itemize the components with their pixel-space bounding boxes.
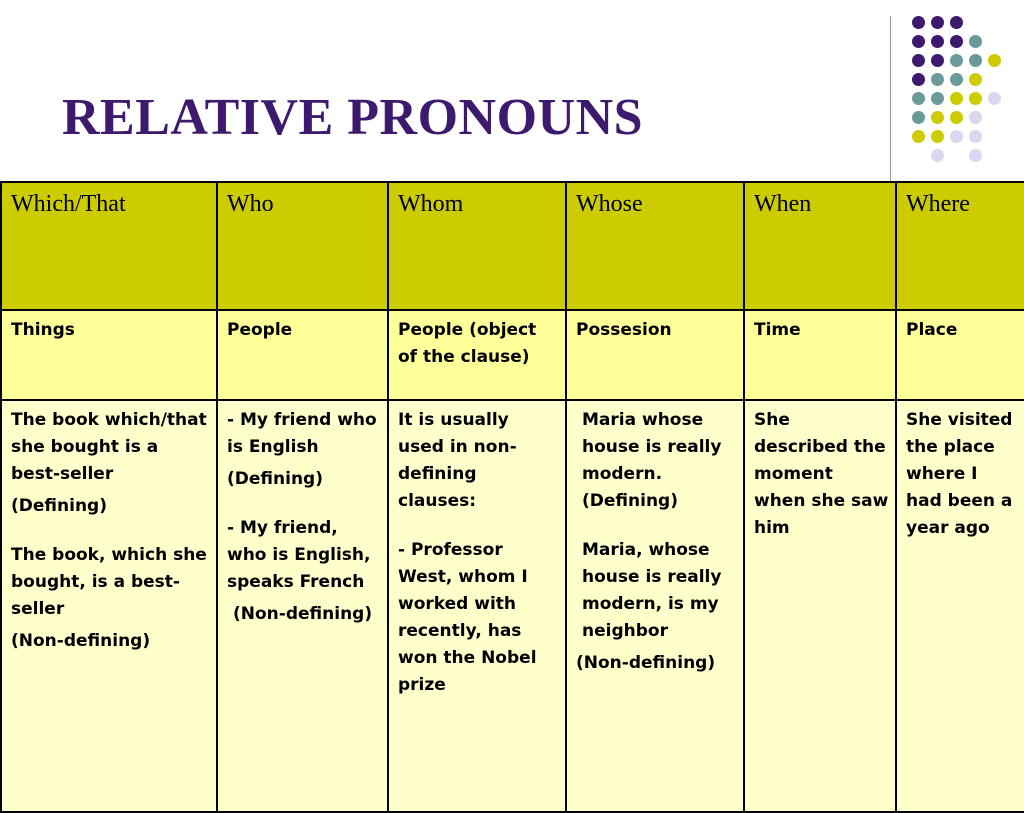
header-row [1, 182, 1024, 310]
example-type: (Non-defining) [576, 653, 716, 673]
dot [912, 35, 925, 48]
header-cell-when: When [744, 182, 896, 310]
dot [950, 54, 963, 67]
example-text: - My friend, who is English, speaks French [227, 518, 371, 592]
dot [950, 92, 963, 105]
header-cell-who: Who [217, 182, 388, 310]
dot [912, 16, 925, 29]
dot [950, 111, 963, 124]
category-cell-people: People [217, 310, 388, 400]
example-row [1, 400, 1024, 812]
category-cell-possession: Possesion [566, 310, 744, 400]
dot [969, 92, 982, 105]
dot [950, 16, 963, 29]
dot [931, 35, 944, 48]
dot [988, 54, 1001, 67]
category-cell-people-object: People (object of the clause) [388, 310, 566, 400]
example-text: - My friend who is English [227, 410, 377, 457]
example-text: - Professor West, whom I worked with recently, has won the Nobel prize [398, 540, 537, 695]
dot [931, 54, 944, 67]
example-type: (Non-defining) [233, 604, 373, 624]
category-cell-things: Things [1, 310, 217, 400]
dot [969, 73, 982, 86]
example-type: (Defining) [11, 496, 107, 516]
dot [969, 35, 982, 48]
dot [969, 111, 982, 124]
dot [931, 130, 944, 143]
dot [969, 130, 982, 143]
header-cell-which-that: Which/That [1, 182, 217, 310]
example-text: Maria, whose house is really modern, is my neighbor [582, 540, 722, 641]
example-text: The book, which she bought, is a best-seller [11, 545, 207, 619]
dot [912, 73, 925, 86]
dot [931, 16, 944, 29]
category-cell-time: Time [744, 310, 896, 400]
example-text: Maria whose house is really modern. (Defining) [582, 410, 722, 511]
header-cell-whom: Whom [388, 182, 566, 310]
example-cell-which-that [1, 400, 217, 812]
example-cell-whom [388, 400, 566, 812]
dot [912, 111, 925, 124]
example-text: She described the moment when she saw him [754, 410, 889, 538]
dot [931, 92, 944, 105]
example-cell-whose [566, 400, 744, 812]
relative-pronouns-table [0, 181, 1024, 813]
dot [931, 111, 944, 124]
example-cell-when [744, 400, 896, 812]
example-cell-where [896, 400, 1024, 812]
category-row [1, 310, 1024, 400]
dot [950, 130, 963, 143]
header-cell-whose: Whose [566, 182, 744, 310]
category-cell-place: Place [896, 310, 1024, 400]
example-text: She visited the place where I had been a year ago [906, 410, 1013, 538]
example-type: (Defining) [227, 469, 323, 489]
dot [969, 54, 982, 67]
example-text: The book which/that she bought is a best-seller [11, 410, 207, 484]
dot [950, 35, 963, 48]
dot [912, 130, 925, 143]
dot [950, 73, 963, 86]
dot [931, 73, 944, 86]
dot [931, 149, 944, 162]
dot [969, 149, 982, 162]
dot [912, 92, 925, 105]
example-note: It is usually used in non-defining clauses: [398, 410, 517, 511]
example-type: (Non-defining) [11, 631, 151, 651]
title-divider [890, 16, 891, 181]
dot [988, 92, 1001, 105]
header-cell-where: Where [896, 182, 1024, 310]
example-cell-who [217, 400, 388, 812]
dot [912, 54, 925, 67]
slide-title: RELATIVE PRONOUNS [62, 89, 644, 146]
